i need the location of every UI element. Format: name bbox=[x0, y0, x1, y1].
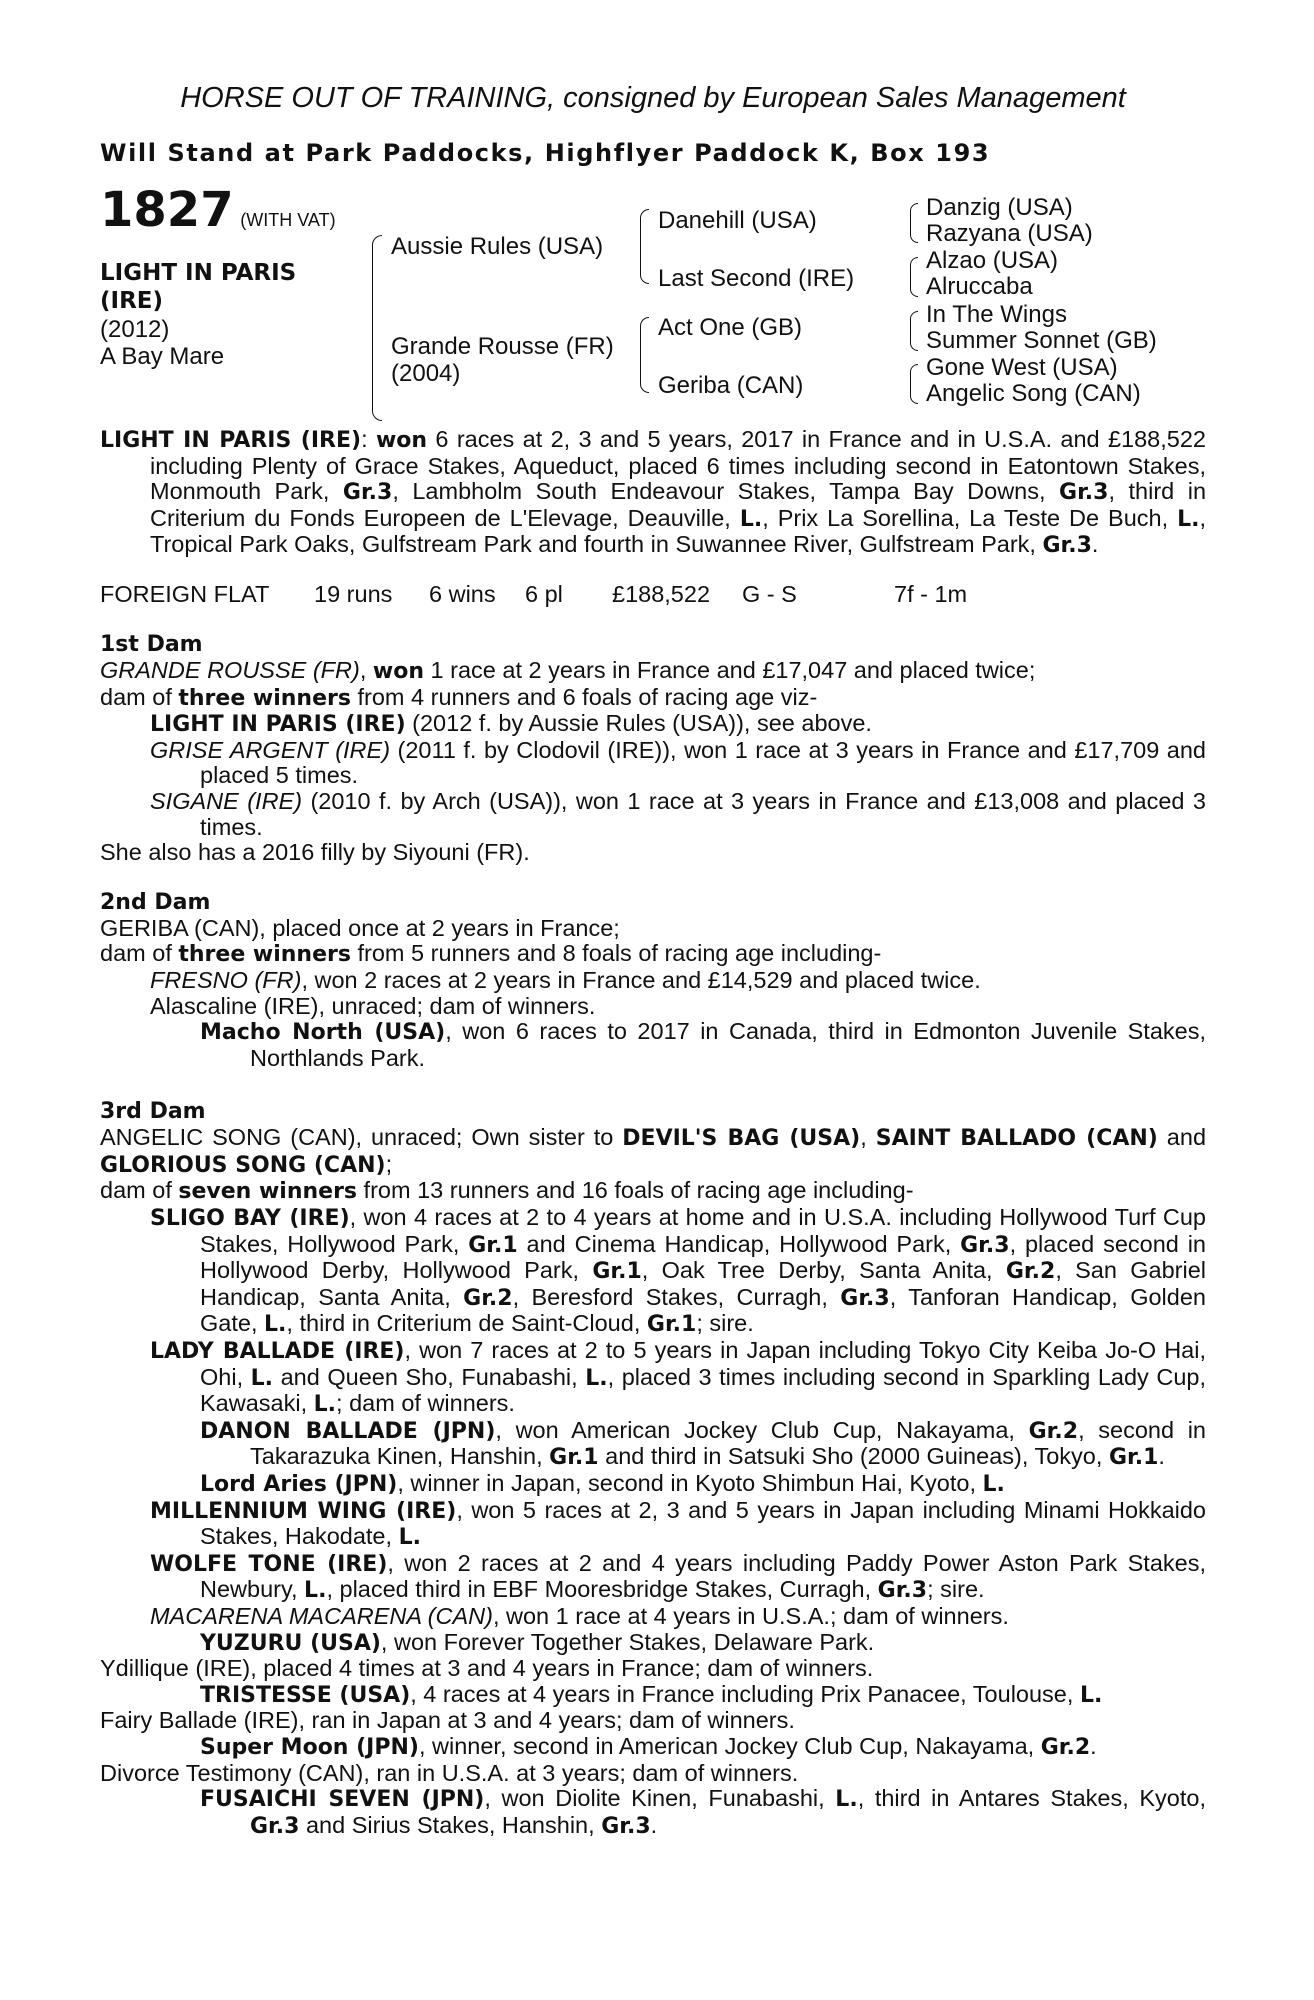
dam-year: (2004) bbox=[391, 360, 461, 387]
third-dam-produce-line: dam of seven winners from 13 runners and 16 foals of racing age including- bbox=[100, 1177, 914, 1205]
first-dam-heading: 1st Dam bbox=[100, 631, 203, 657]
third-dam-entry: Ydillique (IRE), placed 4 times at 3 and 4 years in France; dam of winners. bbox=[100, 1655, 874, 1682]
gen3-4: Alruccaba bbox=[926, 273, 1033, 300]
gen3-brace-1 bbox=[910, 203, 918, 243]
sire-dam: Last Second (IRE) bbox=[658, 265, 855, 292]
third-dam-entry: FUSAICHI SEVEN (JPN), won Diolite Kinen, Funabashi, L., third in Antares Stakes, Kyoto, Gr.3 and Sirius Stakes, Hanshin, Gr.3. bbox=[200, 1785, 1206, 1839]
third-dam-entry: Super Moon (JPN), winner, second in American Jockey Club Cup, Nakayama, Gr.2. bbox=[200, 1732, 1097, 1760]
second-dam-line: GERIBA (CAN), placed once at 2 years in France; bbox=[100, 914, 620, 941]
lot-number-line bbox=[100, 182, 336, 238]
gen3-2: Razyana (USA) bbox=[926, 220, 1093, 247]
dam-dam: Geriba (CAN) bbox=[658, 372, 804, 399]
record-runs: 19 runs bbox=[314, 580, 393, 607]
third-dam-entry: MACARENA MACARENA (CAN), won 1 race at 4 years in U.S.A.; dam of winners. bbox=[150, 1602, 1009, 1629]
first-dam-line: GRANDE ROUSSE (FR), won 1 race at 2 years in France and £17,047 and placed twice; bbox=[100, 656, 1036, 684]
third-dam-heading: 3rd Dam bbox=[100, 1099, 206, 1125]
gen3-brace-4 bbox=[910, 364, 918, 404]
horse-description: A Bay Mare bbox=[100, 343, 225, 370]
first-dam-produce-line: dam of three winners from 4 runners and 6 foals of racing age viz- bbox=[100, 683, 818, 711]
second-dam-produce-line: dam of three winners from 5 runners and 8 foals of racing age including- bbox=[100, 940, 882, 968]
race-record bbox=[100, 581, 1206, 608]
lot-number: 1827 bbox=[100, 182, 234, 238]
second-dam-entry: Macho North (USA), won 6 races to 2017 in Canada, third in Edmonton Juvenile Stakes, Northlands Park. bbox=[200, 1018, 1206, 1071]
sire-sire: Danehill (USA) bbox=[658, 207, 817, 234]
vat-note: (WITH VAT) bbox=[240, 210, 336, 230]
gen3-6: Summer Sonnet (GB) bbox=[926, 327, 1157, 354]
gen3-5: In The Wings bbox=[926, 301, 1067, 328]
third-dam-entry: DANON BALLADE (JPN), won American Jockey Club Cup, Nakayama, Gr.2, second in Takarazuka Kinen, Hanshin, Gr.1 and third in Satsuki Sho (2000 Guineas), Tokyo, Gr.1. bbox=[200, 1416, 1206, 1471]
third-dam-entry: SLIGO BAY (IRE), won 4 races at 2 to 4 years at home and in U.S.A. including Hollywood Turf Cup Stakes, Hollywood Park, Gr.1 and Cinema Handicap, Hollywood Park, Gr.3, placed second in Hollywood Derby, Hollywood Park, Gr.1, Oak Tree Derby, Santa Anita, Gr.2, San Gabriel Handicap, Santa Anita, Gr.2, Beresford Stakes, Curragh, Gr.3, Tanforan Handicap, Golden Gate, L., third in Criterium de Saint-Cloud, Gr.1; sire. bbox=[150, 1204, 1206, 1338]
pedigree-brace bbox=[372, 235, 382, 421]
third-dam-entry: Lord Aries (JPN), winner in Japan, second in Kyoto Shimbun Hai, Kyoto, L. bbox=[200, 1470, 1005, 1497]
pedigree-block bbox=[100, 182, 1206, 427]
dam-brace bbox=[640, 317, 649, 393]
record-placed: 6 pl bbox=[525, 580, 563, 607]
second-dam-entry: Alascaline (IRE), unraced; dam of winners. bbox=[150, 992, 596, 1019]
sire-brace bbox=[640, 209, 649, 284]
third-dam-entry: LADY BALLADE (IRE), won 7 races at 2 to 5 years in Japan including Tokyo City Keiba Jo-O Hai, Ohi, L. and Queen Sho, Funabashi, L., placed 3 times including second in Sparkling Lady Cup, Kawasaki, L.; dam of winners. bbox=[150, 1337, 1206, 1418]
race-summary: LIGHT IN PARIS (IRE): won 6 races at 2, 3 and 5 years, 2017 in France and in U.S.A. and £188,522 including Plenty of Grace Stakes, Aqueduct, placed 6 times including second in Eatontown Stakes, Monmouth Park, Gr.3, Lambholm South Endeavour Stakes, Tampa Bay Downs, Gr.3, third in Criterium du Fonds Europeen de L'Elevage, Deauville, L., Prix La Sorellina, La Teste De Buch, L., Tropical Park Oaks, Gulfstream Park and fourth in Suwannee River, Gulfstream Park, Gr.3. bbox=[100, 426, 1207, 559]
record-going: G - S bbox=[742, 580, 797, 607]
gen3-3: Alzao (USA) bbox=[926, 247, 1059, 274]
stand-location: Will Stand at Park Paddocks, Highflyer Paddock K, Box 193 bbox=[100, 139, 991, 167]
gen3-brace-2 bbox=[910, 257, 918, 297]
gen3-8: Angelic Song (CAN) bbox=[926, 380, 1141, 407]
first-dam-note: She also has a 2016 filly by Siyouni (FR). bbox=[100, 839, 530, 866]
dam-name: Grande Rousse (FR) bbox=[391, 333, 614, 360]
gen3-brace-3 bbox=[910, 311, 918, 351]
record-distance: 7f - 1m bbox=[894, 580, 968, 607]
third-dam-entry: TRISTESSE (USA), 4 races at 4 years in France including Prix Panacee, Toulouse, L. bbox=[200, 1680, 1103, 1708]
gen3-7: Gone West (USA) bbox=[926, 354, 1118, 381]
third-dam-entry: MILLENNIUM WING (IRE), won 5 races at 2, 3 and 5 years in Japan including Minami Hokkaido Stakes, Hakodate, L. bbox=[150, 1496, 1207, 1551]
third-dam-entry: Fairy Ballade (IRE), ran in Japan at 3 and 4 years; dam of winners. bbox=[100, 1707, 795, 1734]
third-dam-line: ANGELIC SONG (CAN), unraced; Own sister to DEVIL'S BAG (USA), SAINT BALLADO (CAN) and GLORIOUS SONG (CAN); bbox=[100, 1124, 1207, 1178]
horse-name: LIGHT IN PARIS bbox=[100, 260, 297, 286]
page-header: HORSE OUT OF TRAINING, consigned by European Sales Management bbox=[180, 82, 1126, 114]
foaling-year: (2012) bbox=[100, 316, 170, 343]
second-dam-entry: FRESNO (FR), won 2 races at 2 years in France and £14,529 and placed twice. bbox=[150, 966, 981, 993]
third-dam-entry: YUZURU (USA), won Forever Together Stakes, Delaware Park. bbox=[200, 1628, 875, 1656]
first-dam-entry: GRISE ARGENT (IRE) (2011 f. by Clodovil (IRE)), won 1 race at 3 years in France and £17,709 and placed 5 times. bbox=[150, 736, 1206, 789]
third-dam-entry: Divorce Testimony (CAN), ran in U.S.A. at 3 years; dam of winners. bbox=[100, 1759, 799, 1786]
second-dam-heading: 2nd Dam bbox=[100, 889, 211, 915]
gen3-1: Danzig (USA) bbox=[926, 194, 1073, 221]
third-dam-entry: WOLFE TONE (IRE), won 2 races at 2 and 4 years including Paddy Power Aston Park Stakes, Newbury, L., placed third in EBF Mooresbridge Stakes, Curragh, Gr.3; sire. bbox=[150, 1549, 1207, 1604]
first-dam-entry: SIGANE (IRE) (2010 f. by Arch (USA)), won 1 race at 3 years in France and £13,008 and placed 3 times. bbox=[150, 787, 1206, 840]
first-dam-entry: LIGHT IN PARIS (IRE) (2012 f. by Aussie Rules (USA)), see above. bbox=[150, 710, 872, 738]
catalogue-page bbox=[100, 82, 1206, 1839]
sire-name: Aussie Rules (USA) bbox=[391, 233, 604, 260]
horse-country: (IRE) bbox=[100, 288, 164, 314]
dam-sire: Act One (GB) bbox=[658, 314, 803, 341]
record-earnings: £188,522 bbox=[612, 580, 711, 607]
record-wins: 6 wins bbox=[429, 580, 496, 607]
record-label: FOREIGN FLAT bbox=[100, 580, 270, 607]
